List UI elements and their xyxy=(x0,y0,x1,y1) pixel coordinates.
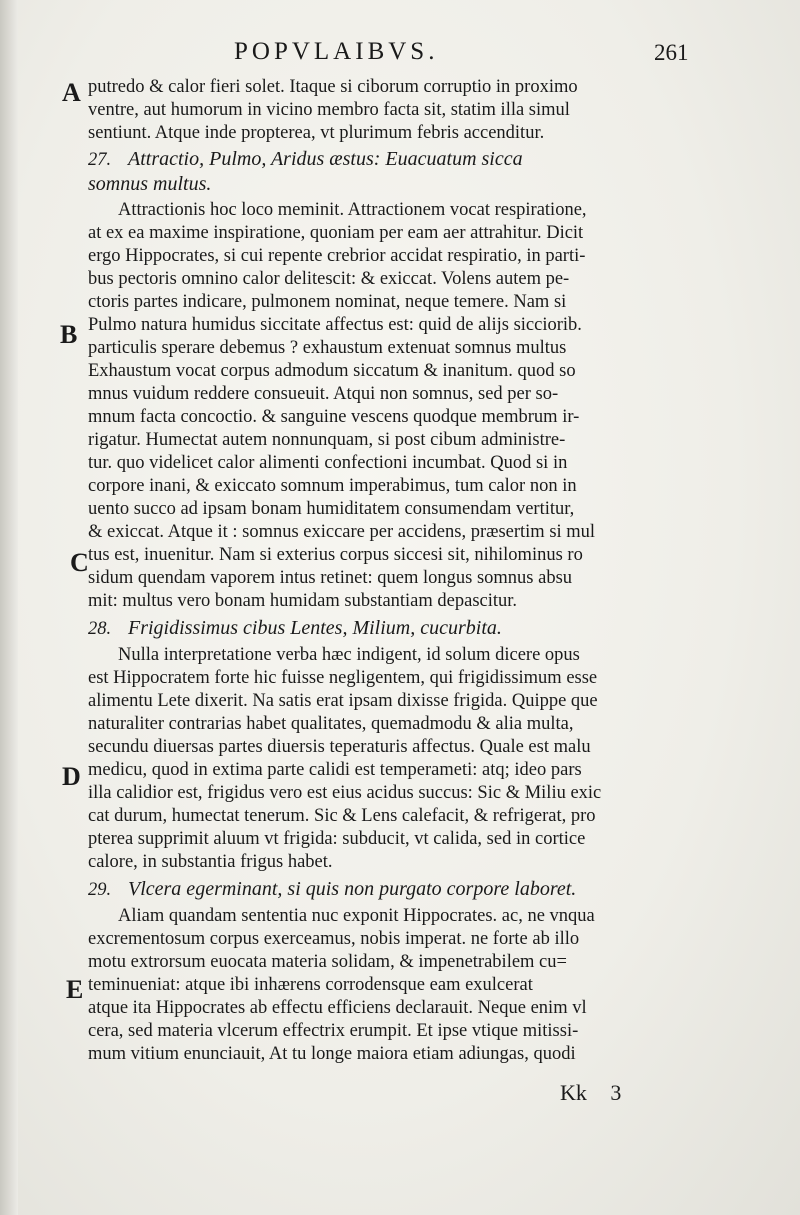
text-line: Nulla interpretatione verba hæc indigent, id solum dicere opus xyxy=(118,645,580,665)
lemma-continuation xyxy=(88,173,688,197)
text-line: pterea supprimit aluum vt frigida: subducit, vt calida, sed in cortice xyxy=(88,829,586,849)
aphorism-number: 29. xyxy=(88,880,112,900)
aphorism-lemma: Vlcera egerminant, si quis non purgato corpore laboret. xyxy=(128,878,577,900)
text-line: & exiccat. Atque it : somnus exiccare per accidens, præsertim si mul xyxy=(88,522,596,542)
aphorism-lemma: Frigidissimus cibus Lentes, Milium, cucurbita. xyxy=(128,617,502,639)
text-line: ergo Hippocrates, si cui repente crebrior accidat respiratio, in parti- xyxy=(88,246,586,266)
text-line: motu extrorsum euocata materia solidam, & impenetrabilem cu= xyxy=(88,952,567,972)
text-line: mum vitium enunciauit, At tu longe maiora etiam adiungas, quodi xyxy=(88,1044,576,1064)
text-line: mnus vuidum reddere consueuit. Atqui non somnus, sed per so- xyxy=(88,384,559,404)
lemma-continuation-text: somnus multus. xyxy=(88,173,212,195)
aphorism-lemma: Attractio, Pulmo, Aridus æstus: Euacuatum sicca xyxy=(128,148,523,170)
lemma-line xyxy=(88,878,688,902)
text-line: bus pectoris omnino calor delitescit: & exiccat. Volens autem pe- xyxy=(88,269,570,289)
text-line: Aliam quandam sententia nuc exponit Hippocrates. ac, ne vnqua xyxy=(118,906,595,926)
text-line: mnum facta concoctio. & sanguine vescens quodque membrum ir- xyxy=(88,407,580,427)
catchword: 3 xyxy=(610,1080,622,1105)
text-line: tus est, inuenitur. Nam si exterius corpus siccesi sit, nihilominus ro xyxy=(88,545,583,565)
text-line: atque ita Hippocrates ab effectu efficiens declarauit. Neque enim vl xyxy=(88,998,587,1018)
text-line: corpore inani, & exiccato somnum imperabimus, tum calor non in xyxy=(88,476,577,496)
text-line: illa calidior est, frigidus vero est eius acidus succus: Sic & Miliu exic xyxy=(88,783,602,803)
text-line: rigatur. Humectat autem nonnunquam, si post cibum administre- xyxy=(88,430,566,450)
running-title: POPVLAIBVS. xyxy=(234,38,439,65)
margin-letter-e: E xyxy=(66,975,84,1004)
margin-letter-a: A xyxy=(62,78,81,107)
text-line: teminueniat: atque ibi inhærens corrodensque eam exulcerat xyxy=(88,975,533,995)
aphorism-number: 27. xyxy=(88,150,112,170)
text-line: uento succo ad ipsam bonam humiditatem consumendam vertitur, xyxy=(88,499,575,519)
text-line: cat durum, humectat tenerum. Sic & Lens calefacit, & refrigerat, pro xyxy=(88,806,596,826)
page-edge-shadow xyxy=(0,0,18,1215)
margin-letter-b: B xyxy=(60,320,78,349)
text-line: ctoris partes indicare, pulmonem nominat, neque temere. Nam si xyxy=(88,292,567,312)
page-footer xyxy=(560,1080,639,1106)
page-header xyxy=(0,38,800,72)
text-line: particulis sperare debemus ? exhaustum extenuat somnus multus xyxy=(88,338,567,358)
text-line: secundu diuersas partes diuersis teperaturis affectus. Quale est malu xyxy=(88,737,591,757)
folio-number: 261 xyxy=(654,40,689,65)
text-line: medicu, quod in extima parte calidi est temperameti: atq; ideo pars xyxy=(88,760,582,780)
margin-letter-c: C xyxy=(70,548,89,577)
text-line: ventre, aut humorum in vicino membro facta sit, statim illa simul xyxy=(88,100,570,120)
text-line: putredo & calor fieri solet. Itaque si ciborum corruptio in proximo xyxy=(88,77,578,97)
text-line: tur. quo videlicet calor alimenti confectioni incumbat. Quod si in xyxy=(88,453,568,473)
margin-letter-d: D xyxy=(62,762,81,791)
text-line: calore, in substantia frigus habet. xyxy=(88,852,333,872)
aphorism-number: 28. xyxy=(88,619,112,639)
text-line: cera, sed materia vlcerum effectrix erumpit. Et ipse vtique mitissi- xyxy=(88,1021,579,1041)
text-line: mit: multus vero bonam humidam substantiam depascitur. xyxy=(88,591,518,611)
text-line: naturaliter contrarias habet qualitates, quemadmodu & alia multa, xyxy=(88,714,574,734)
text-line: Attractionis hoc loco meminit. Attractionem vocat respiratione, xyxy=(118,200,587,220)
text-line: sentiunt. Atque inde propterea, vt plurimum febris accenditur. xyxy=(88,123,545,143)
text-line: Pulmo natura humidus siccitate affectus est: quid de alijs sicciorib. xyxy=(88,315,582,335)
signature-mark: Kk xyxy=(560,1080,587,1105)
text-line: sidum quendam vaporem intus retinet: quem longus somnus absu xyxy=(88,568,573,588)
text-line: excrementosum corpus exerceamus, nobis imperat. ne forte ab illo xyxy=(88,929,580,949)
text-line: Exhaustum vocat corpus admodum siccatum & inanitum. quod so xyxy=(88,361,576,381)
text-line: alimentu Lete dixerit. Na satis erat ipsam dixisse frigida. Quippe que xyxy=(88,691,598,711)
text-line: est Hippocratem forte hic fuisse negligentem, qui frigidissimum esse xyxy=(88,668,598,688)
lemma-line xyxy=(88,148,688,172)
lemma-line xyxy=(88,617,688,641)
text-line: at ex ea maxime inspiratione, quoniam per eam aer attrahitur. Dicit xyxy=(88,223,584,243)
